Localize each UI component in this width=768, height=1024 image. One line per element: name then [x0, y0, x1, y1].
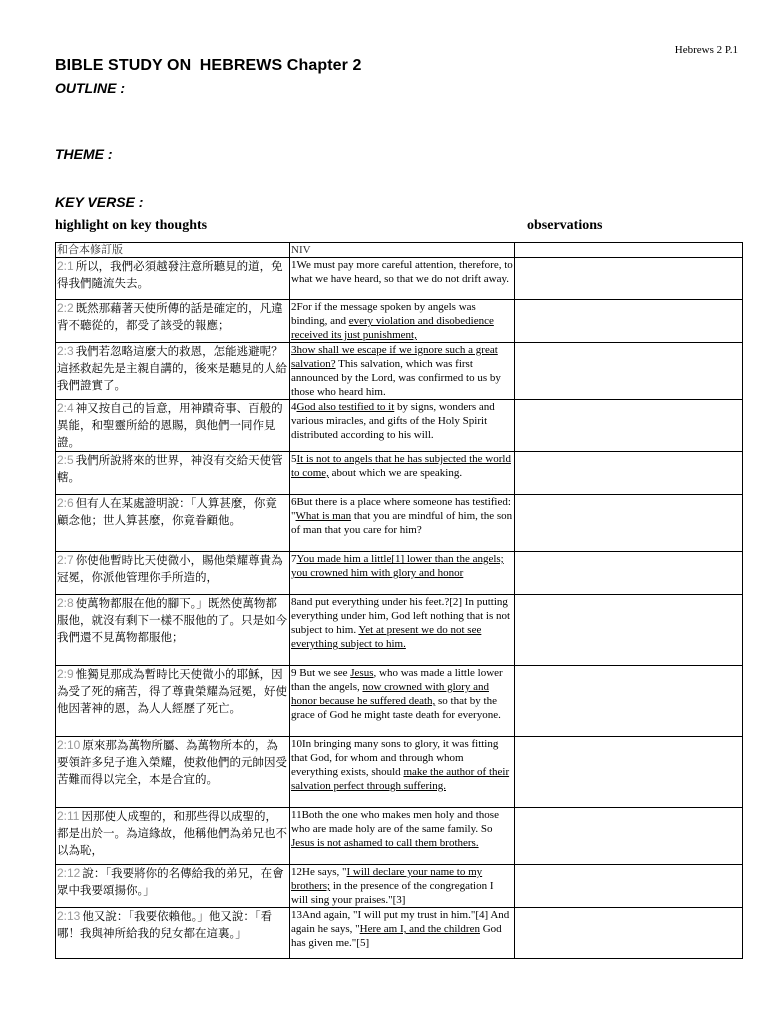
niv-highlighted-text: make the author of their salvation perfect through suffering. — [291, 766, 510, 792]
niv-text: 1We must pay more careful attention, therefore, to what we have heard, so that we do not drift away. — [291, 259, 513, 285]
observation-cell[interactable] — [515, 452, 743, 495]
verse-row — [56, 737, 743, 808]
cuv-cell — [56, 400, 290, 452]
niv-text: that you are mindful of him, the son of man that you care for him? — [291, 510, 513, 536]
verse-reference: 2:8 — [57, 596, 74, 610]
verse-reference: 2:3 — [57, 344, 74, 358]
niv-cell — [290, 552, 515, 595]
niv-cell — [290, 666, 515, 737]
cuv-text: 你使他暫時比天使微小，賜他榮耀尊貴為冠冕，你派他管理你手所造的， — [57, 553, 283, 584]
niv-cell — [290, 300, 515, 343]
observation-cell[interactable] — [515, 552, 743, 595]
header-niv: NIV — [290, 243, 515, 258]
cuv-text: 他又說：「我要依賴他。」他又說：「看哪！我與神所給我的兒女都在這裏。」 — [57, 909, 273, 940]
niv-highlighted-text: What is man — [295, 510, 352, 522]
verse-row — [56, 808, 743, 865]
niv-cell — [290, 737, 515, 808]
observation-cell[interactable] — [515, 808, 743, 865]
cuv-cell — [56, 452, 290, 495]
observation-cell[interactable] — [515, 908, 743, 959]
niv-highlighted-text: God also testified to it — [296, 401, 395, 413]
study-table — [55, 242, 743, 959]
niv-text: 4 — [291, 401, 297, 413]
niv-highlighted-text: now crowned with glory and honor because he suffered death, — [291, 681, 489, 707]
cuv-cell — [56, 865, 290, 908]
niv-cell — [290, 495, 515, 552]
niv-highlighted-text: It is not to angels that he has subjected the world to come, — [291, 453, 511, 479]
niv-highlighted-text: every violation and disobedience received its just punishment, — [291, 315, 494, 341]
niv-text: 10In bringing many sons to glory, it was fitting that God, for whom and through whom everything exists, should — [291, 738, 499, 778]
niv-highlighted-text: Jesus is not ashamed to call them brothers. — [291, 837, 479, 849]
verse-row — [56, 908, 743, 959]
page-header: Hebrews 2 P.1 — [674, 44, 738, 56]
verse-reference: 2:6 — [57, 496, 74, 510]
niv-text: so that by the grace of God he might taste death for everyone. — [291, 695, 501, 721]
cuv-cell — [56, 737, 290, 808]
niv-cell — [290, 452, 515, 495]
verse-reference: 2:5 — [57, 453, 74, 467]
cuv-text: 既然那藉著天使所傳的話是確定的，凡違背不聽從的，都受了該受的報應； — [57, 301, 283, 332]
cuv-cell — [56, 495, 290, 552]
theme-label: THEME : — [55, 146, 113, 162]
niv-text: , who was made a little lower than the angels, — [291, 667, 503, 693]
niv-cell — [290, 400, 515, 452]
verse-reference: 2:4 — [57, 401, 74, 415]
cuv-cell — [56, 808, 290, 865]
cuv-cell — [56, 666, 290, 737]
table-header-row — [56, 243, 743, 258]
observation-cell[interactable] — [515, 737, 743, 808]
niv-text: about which we are speaking. — [328, 467, 463, 479]
observation-cell[interactable] — [515, 300, 743, 343]
cuv-text: 神又按自己的旨意，用神蹟奇事、百般的異能，和聖靈所給的恩賜，與他們一同作見證。 — [57, 401, 283, 449]
cuv-text: 惟獨見那成為暫時比天使微小的耶穌，因為受了死的痛苦，得了尊貴榮耀為冠冕，好使他因著神的恩，為人人經歷了死亡。 — [57, 667, 287, 715]
verse-reference: 2:12 — [57, 866, 81, 880]
document-title — [55, 57, 362, 75]
cuv-cell — [56, 343, 290, 400]
niv-text: 9 But we see — [291, 667, 351, 679]
niv-cell — [290, 808, 515, 865]
niv-text: 8and put everything under his feet.?[2] In putting everything under him, God left nothing that is not subject to him. — [291, 596, 511, 636]
verse-reference: 2:7 — [57, 553, 74, 567]
verse-row — [56, 552, 743, 595]
observation-cell[interactable] — [515, 666, 743, 737]
verse-reference: 2:10 — [57, 738, 81, 752]
key-verse-label: KEY VERSE : — [55, 194, 144, 210]
verse-reference: 2:13 — [57, 909, 81, 923]
niv-cell — [290, 595, 515, 666]
cuv-cell — [56, 908, 290, 959]
outline-label: OUTLINE : — [55, 80, 125, 96]
observations-subhead: observations — [527, 218, 603, 233]
observation-cell[interactable] — [515, 595, 743, 666]
niv-cell — [290, 343, 515, 400]
observation-cell[interactable] — [515, 258, 743, 300]
niv-highlighted-text: Yet at present we do not see everything subject to him. — [291, 624, 482, 650]
verse-row — [56, 300, 743, 343]
cuv-cell — [56, 258, 290, 300]
verse-reference: 2:1 — [57, 259, 74, 273]
niv-highlighted-text: Here am I, and the children — [359, 923, 480, 935]
cuv-cell — [56, 552, 290, 595]
observation-cell[interactable] — [515, 343, 743, 400]
verse-row — [56, 258, 743, 300]
niv-text: God has given me."[5] — [291, 923, 502, 949]
verse-row — [56, 452, 743, 495]
verse-row — [56, 400, 743, 452]
cuv-cell — [56, 300, 290, 343]
cuv-text: 原來那為萬物所屬、為萬物所本的，為要領許多兒子進入榮耀，使救他們的元帥因受苦難而得以完全，本是合宜的。 — [57, 738, 287, 786]
title-suffix: HEBREWS Chapter 2 — [199, 57, 362, 74]
verse-row — [56, 865, 743, 908]
cuv-text: 我們若忽略這麼大的救恩，怎能逃避呢？這拯救起先是主親自講的，後來是聽見的人給我們證實了。 — [57, 344, 287, 392]
observation-cell[interactable] — [515, 495, 743, 552]
niv-text: 5 — [291, 453, 297, 465]
cuv-text: 所以，我們必須越發注意所聽見的道，免得我們隨流失去。 — [57, 259, 283, 290]
niv-text: in the presence of the congregation I will sing your praises."[3] — [291, 880, 494, 906]
niv-highlighted-text: 3how shall we escape if we ignore such a great salvation? — [291, 344, 498, 370]
cuv-text: 我們所說將來的世界，神沒有交給天使管轄。 — [57, 453, 283, 484]
niv-text: This salvation, which was first announced by the Lord, was confirmed to us by those who heard him. — [291, 358, 501, 398]
niv-text: 12He says, " — [291, 866, 347, 878]
cuv-text: 使萬物都服在他的腳下。」既然使萬物都服他，就沒有剩下一樣不服他的了。只是如今我們還不見萬物都服他； — [57, 596, 287, 644]
observation-cell[interactable] — [515, 400, 743, 452]
verse-reference: 2:11 — [57, 809, 80, 823]
verse-row — [56, 343, 743, 400]
observation-cell[interactable] — [515, 865, 743, 908]
niv-text: by signs, wonders and various miracles, and gifts of the Holy Spirit distributed according to his will. — [291, 401, 495, 441]
verse-row — [56, 666, 743, 737]
niv-highlighted-text: You made him a little[1] lower than the angels; you crowned him with glory and honor — [291, 553, 504, 579]
niv-cell — [290, 258, 515, 300]
cuv-cell — [56, 595, 290, 666]
niv-cell — [290, 908, 515, 959]
verse-row — [56, 495, 743, 552]
niv-text: 7 — [291, 553, 297, 565]
verse-row — [56, 595, 743, 666]
niv-text: 11Both the one who makes men holy and those who are made holy are of the same family. So — [291, 809, 499, 835]
cuv-text: 說：「我要將你的名傳給我的弟兄，在會眾中我要頌揚你。」 — [57, 866, 284, 897]
niv-highlighted-text: I will declare your name to my brothers; — [291, 866, 483, 892]
title-prefix: BIBLE STUDY ON — [55, 57, 192, 74]
niv-cell — [290, 865, 515, 908]
niv-highlighted-text: Jesus — [350, 667, 374, 679]
verse-reference: 2:9 — [57, 667, 74, 681]
header-cuv: 和合本修訂版 — [56, 243, 290, 258]
niv-text: 13And again, "I will put my trust in him."[4] And again he says, " — [291, 909, 510, 935]
niv-text: 2For if the message spoken by angels was binding, and — [291, 301, 476, 327]
cuv-text: 但有人在某處證明說：「人算甚麼，你竟顧念他；世人算甚麼，你竟眷顧他。 — [57, 496, 277, 527]
cuv-text: 因那使人成聖的，和那些得以成聖的，都是出於一。為這緣故，他稱他們為弟兄也不以為恥， — [57, 809, 287, 857]
niv-text: 6But there is a place where someone has testified: " — [291, 496, 511, 522]
header-observations — [515, 243, 743, 258]
verse-reference: 2:2 — [57, 301, 74, 315]
highlight-subhead: highlight on key thoughts — [55, 218, 208, 233]
